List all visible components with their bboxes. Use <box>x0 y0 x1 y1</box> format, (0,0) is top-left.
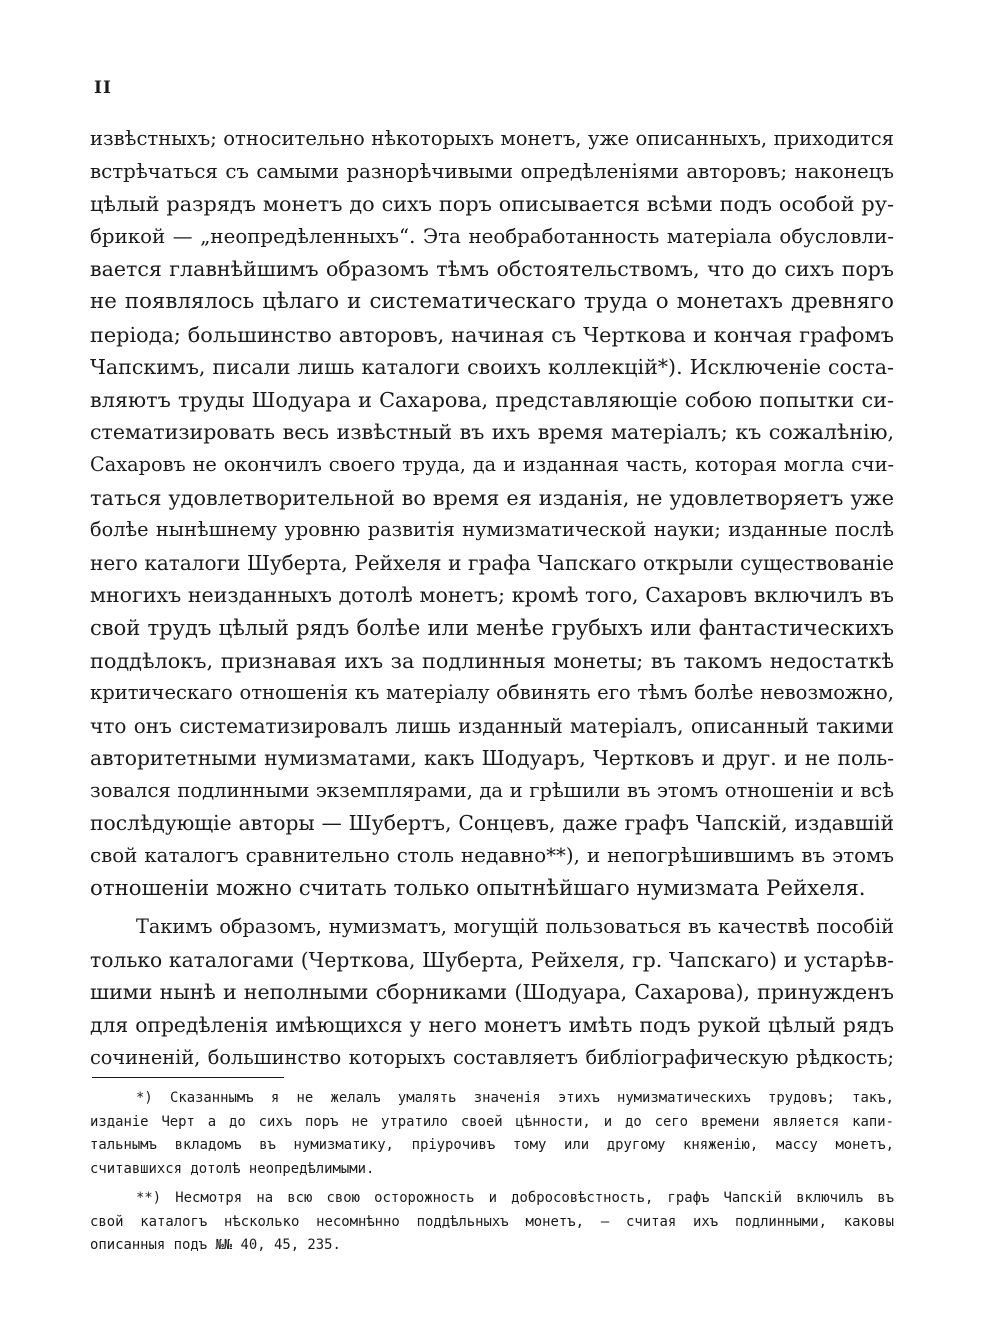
text-line: извѣстныхъ; относительно нѣкоторыхъ монетъ, уже описанныхъ, приходится <box>90 127 894 150</box>
text-line: зовался подлинными экземплярами, да и грѣшили въ этомъ отношеніи и всѣ <box>90 778 894 802</box>
text-line: таться удовлетворительной во время ея изданія, не удовлетворяетъ уже <box>90 485 894 510</box>
text-line: вается главнѣйшимъ образомъ тѣмъ обстоятельствомъ, что до сихъ поръ <box>90 257 894 282</box>
footnote-line: тальнымъ вкладомъ въ нумизматику, пріурочивъ тому или другому княженію, массу монетъ, <box>90 1137 894 1153</box>
text-line: стематизировать весь извѣстный въ ихъ время матеріалъ; къ сожалѣнію, <box>90 420 894 445</box>
text-line: свой трудъ цѣлый рядъ болѣе или менѣе грубыхъ или фантастическихъ <box>90 614 894 640</box>
text-line: послѣдующіе авторы — Шубертъ, Сонцевъ, даже графъ Чапскій, издавшій <box>90 811 894 836</box>
footnote-line: *) Сказаннымъ я не желалъ умалять значенія этихъ нумизматическихъ трудовъ; такъ, <box>136 1090 894 1106</box>
footnote <box>90 1187 894 1258</box>
text-line: поддѣлокъ, признавая ихъ за подлинныя монеты; въ такомъ недостаткѣ <box>90 648 894 673</box>
footnote-divider <box>92 1077 284 1078</box>
footnote-line: **) Несмотря на всю свою осторожность и добросовѣстность, графъ Чапскій включилъ въ <box>136 1190 894 1206</box>
page-number: II <box>94 78 112 98</box>
text-line: авторитетными нумизматами, какъ Шодуаръ, Чертковъ и друг. и не поль- <box>90 746 894 771</box>
text-line: Сахаровъ не окончилъ своего труда, да и изданная часть, которая могла счи- <box>90 452 894 476</box>
footnotes <box>90 1087 894 1258</box>
text-line: критическаго отношенія къ матеріалу обвинять его тѣмъ болѣе невозможно, <box>90 681 894 705</box>
text-line: что онъ систематизировалъ лишь изданный матеріалъ, описанный такими <box>90 713 894 738</box>
text-line: встрѣчаться съ самыми разнорѣчивыми опредѣленіями авторовъ; наконецъ <box>90 159 894 183</box>
footnote-line: изданіе Черт а до сихъ поръ не утратило своей цѣнности, и до сего времени является капи- <box>90 1113 894 1130</box>
text-line: многихъ неизданныхъ дотолѣ монетъ; кромѣ того, Сахаровъ включилъ въ <box>90 583 894 608</box>
text-line: сочиненій, большинство которыхъ составляетъ библіографическую рѣдкость; <box>90 1045 894 1069</box>
text-line: отношеніи можно считать только опытнѣйшаго нумизмата Рейхеля. <box>90 875 866 901</box>
footnote-line: описанныя подъ №№ 40, 45, 235. <box>90 1237 341 1253</box>
text-line: свой каталогъ сравнительно столь недавно**), и непогрѣшившимъ въ этомъ <box>90 844 894 868</box>
footnote <box>90 1087 894 1181</box>
footnote-line: считавшихся дотолѣ неопредѣлимыми. <box>90 1160 375 1177</box>
text-line: шими нынѣ и неполными сборниками (Шодуара, Сахарова), принужденъ <box>90 980 894 1005</box>
text-line: Чапскимъ, писали лишь каталоги своихъ коллекцій*). Исключеніе соста- <box>90 355 894 380</box>
paragraph <box>90 123 894 905</box>
text-line: брикой — „неопредѣленныхъ“. Эта необработанность матеріала обусловли- <box>90 224 894 248</box>
text-line: только каталогами (Черткова, Шуберта, Рейхеля, гр. Чапскаго) и устарѣв- <box>90 947 894 972</box>
text-line: цѣлый разрядъ монетъ до сихъ поръ описывается всѣми подъ особой ру- <box>90 192 894 217</box>
text-line: болѣе нынѣшнему уровню развитія нумизматической науки; изданные послѣ <box>90 518 894 542</box>
text-line: вляютъ труды Шодуара и Сахарова, представляющіе собою попытки си- <box>90 387 894 412</box>
text-line: періода; большинство авторовъ, начиная съ Черткова и кончая графомъ <box>90 322 894 347</box>
text-line: для опредѣленія имѣющихся у него монетъ имѣть подъ рукой цѣлый рядъ <box>90 1013 894 1038</box>
footnote-line: свой каталогъ нѣсколько несомнѣнно поддѣльныхъ монетъ, — считая ихъ подлинными, каковы <box>90 1213 894 1230</box>
text-line: не появлялось цѣлаго и систематическаго труда о монетахъ древняго <box>90 288 894 314</box>
paragraph <box>90 911 894 1074</box>
main-text <box>90 123 894 1074</box>
text-line: него каталоги Шуберта, Рейхеля и графа Чапскаго открыли существованіе <box>90 550 894 575</box>
text-line: Такимъ образомъ, нумизматъ, могущій пользоваться въ качествѣ пособій <box>136 915 894 939</box>
